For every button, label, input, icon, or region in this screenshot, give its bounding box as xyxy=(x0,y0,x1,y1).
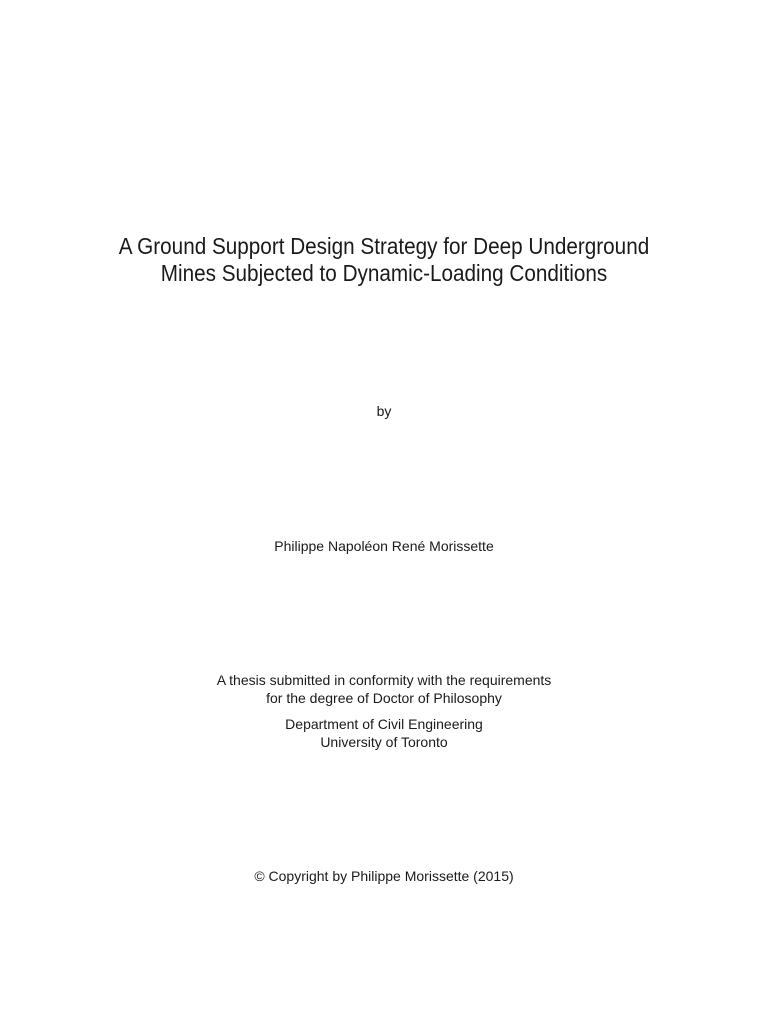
thesis-title-line-1: A Ground Support Design Strategy for Deep Underground xyxy=(118,233,650,259)
degree-statement-line-1: A thesis submitted in conformity with the requirements xyxy=(216,672,552,688)
university-name: University of Toronto xyxy=(320,734,448,750)
copyright-notice: © Copyright by Philippe Morissette (2015) xyxy=(254,868,514,884)
department-name: Department of Civil Engineering xyxy=(285,716,483,732)
author-name: Philippe Napoléon René Morissette xyxy=(274,538,494,554)
thesis-title-line-2: Mines Subjected to Dynamic-Loading Conditions xyxy=(160,260,608,286)
degree-statement-line-2: for the degree of Doctor of Philosophy xyxy=(266,690,502,706)
by-label: by xyxy=(376,403,392,419)
